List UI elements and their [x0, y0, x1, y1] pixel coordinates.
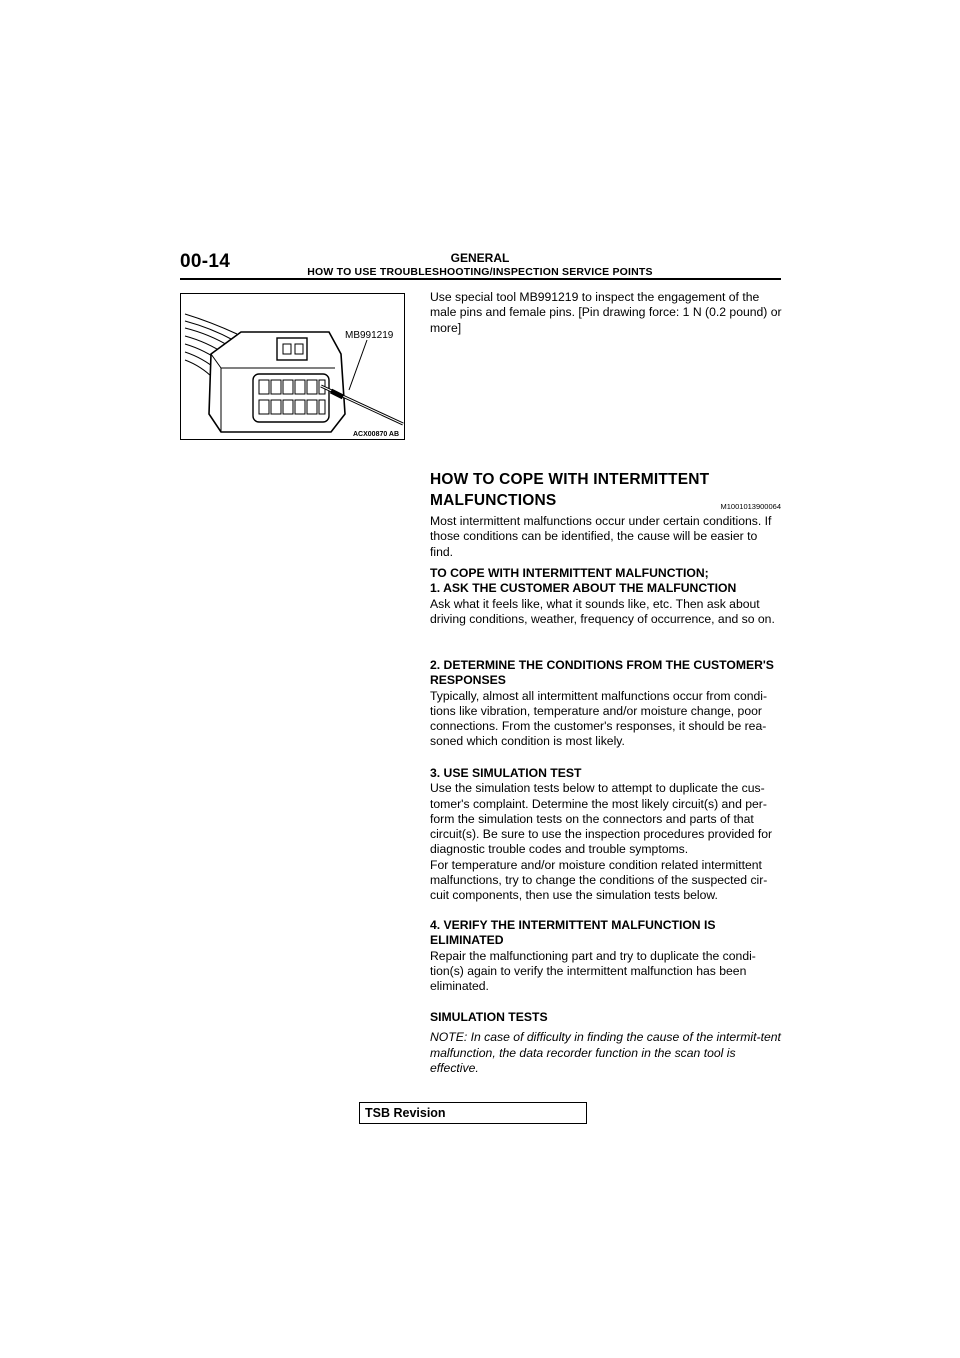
step3-block	[430, 766, 782, 904]
step4-text: Repair the malfunctioning part and try to duplicate the condi-tion(s) again to verify the intermittent malfunction has been eliminated.	[430, 948, 756, 994]
section-title: HOW TO COPE WITH INTERMITTENT MALFUNCTIONS	[430, 471, 710, 509]
step1-text: Ask what it feels like, what it sounds like, etc. Then ask about driving conditions, weather, frequency of occurrence, and so on.	[430, 596, 775, 626]
step2-text: Typically, almost all intermittent malfunctions occur from condi-tions like vibration, temperature and/or moisture change, poor connections. From the customer's responses, it should be rea-soned which condition is most likely.	[430, 688, 768, 749]
step3-heading: 3. USE SIMULATION TEST	[430, 766, 582, 780]
step3-text2: For temperature and/or moisture condition related intermittent malfunctions, try to change the conditions of the suspected cir-cuit components, then use the simulation tests below.	[430, 857, 768, 903]
intro-paragraph	[430, 290, 782, 336]
section-intro-text: Most intermittent malfunctions occur under certain conditions. If those conditions can be identified, the cause will be easier to find.	[430, 514, 772, 559]
header-subtitle: HOW TO USE TROUBLESHOOTING/INSPECTION SERVICE POINTS	[307, 266, 653, 278]
tsb-revision-box: TSB Revision	[359, 1102, 587, 1124]
step2-block	[430, 658, 782, 750]
header-rule	[180, 278, 781, 280]
header-title: GENERAL	[450, 251, 510, 265]
intro-text: Use special tool MB991219 to inspect the engagement of the male pins and female pins. [Pin drawing force: 1 N (0.2 pound) or more]	[430, 290, 782, 335]
step3-text1: Use the simulation tests below to attempt to duplicate the cus-tomer's complaint. Determine the most likely circuit(s) and per-form the simulation tests on the connectors and parts of that circuit(s). Be sure to use the inspection procedures provided for diagnostic trouble codes and trouble symptoms.	[430, 781, 773, 857]
tool-label: MB991219	[345, 330, 394, 341]
figure-code: ACX00870 AB	[353, 431, 400, 438]
note-text: NOTE: In case of difficulty in finding the cause of the intermit-tent malfunction, the data recorder function in the scan tool is effective.	[430, 1030, 781, 1075]
connector-illustration	[180, 293, 405, 440]
procedure-heading: TO COPE WITH INTERMITTENT MALFUNCTION;	[430, 566, 709, 580]
step4-block	[430, 918, 782, 994]
section-code: M1001013900064	[720, 502, 781, 511]
connector-drawing	[181, 294, 404, 439]
step1-heading: 1. ASK THE CUSTOMER ABOUT THE MALFUNCTION	[430, 581, 737, 596]
step2-heading: 2. DETERMINE THE CONDITIONS FROM THE CUSTOMER'S RESPONSES	[430, 658, 774, 688]
section-intro	[430, 514, 782, 560]
simulation-block	[430, 1010, 782, 1076]
step1-block	[430, 566, 782, 627]
step4-heading: 4. VERIFY THE INTERMITTENT MALFUNCTION IS ELIMINATED	[430, 918, 716, 948]
page-number: 00-14	[180, 251, 231, 272]
simulation-heading: SIMULATION TESTS	[430, 1010, 548, 1024]
